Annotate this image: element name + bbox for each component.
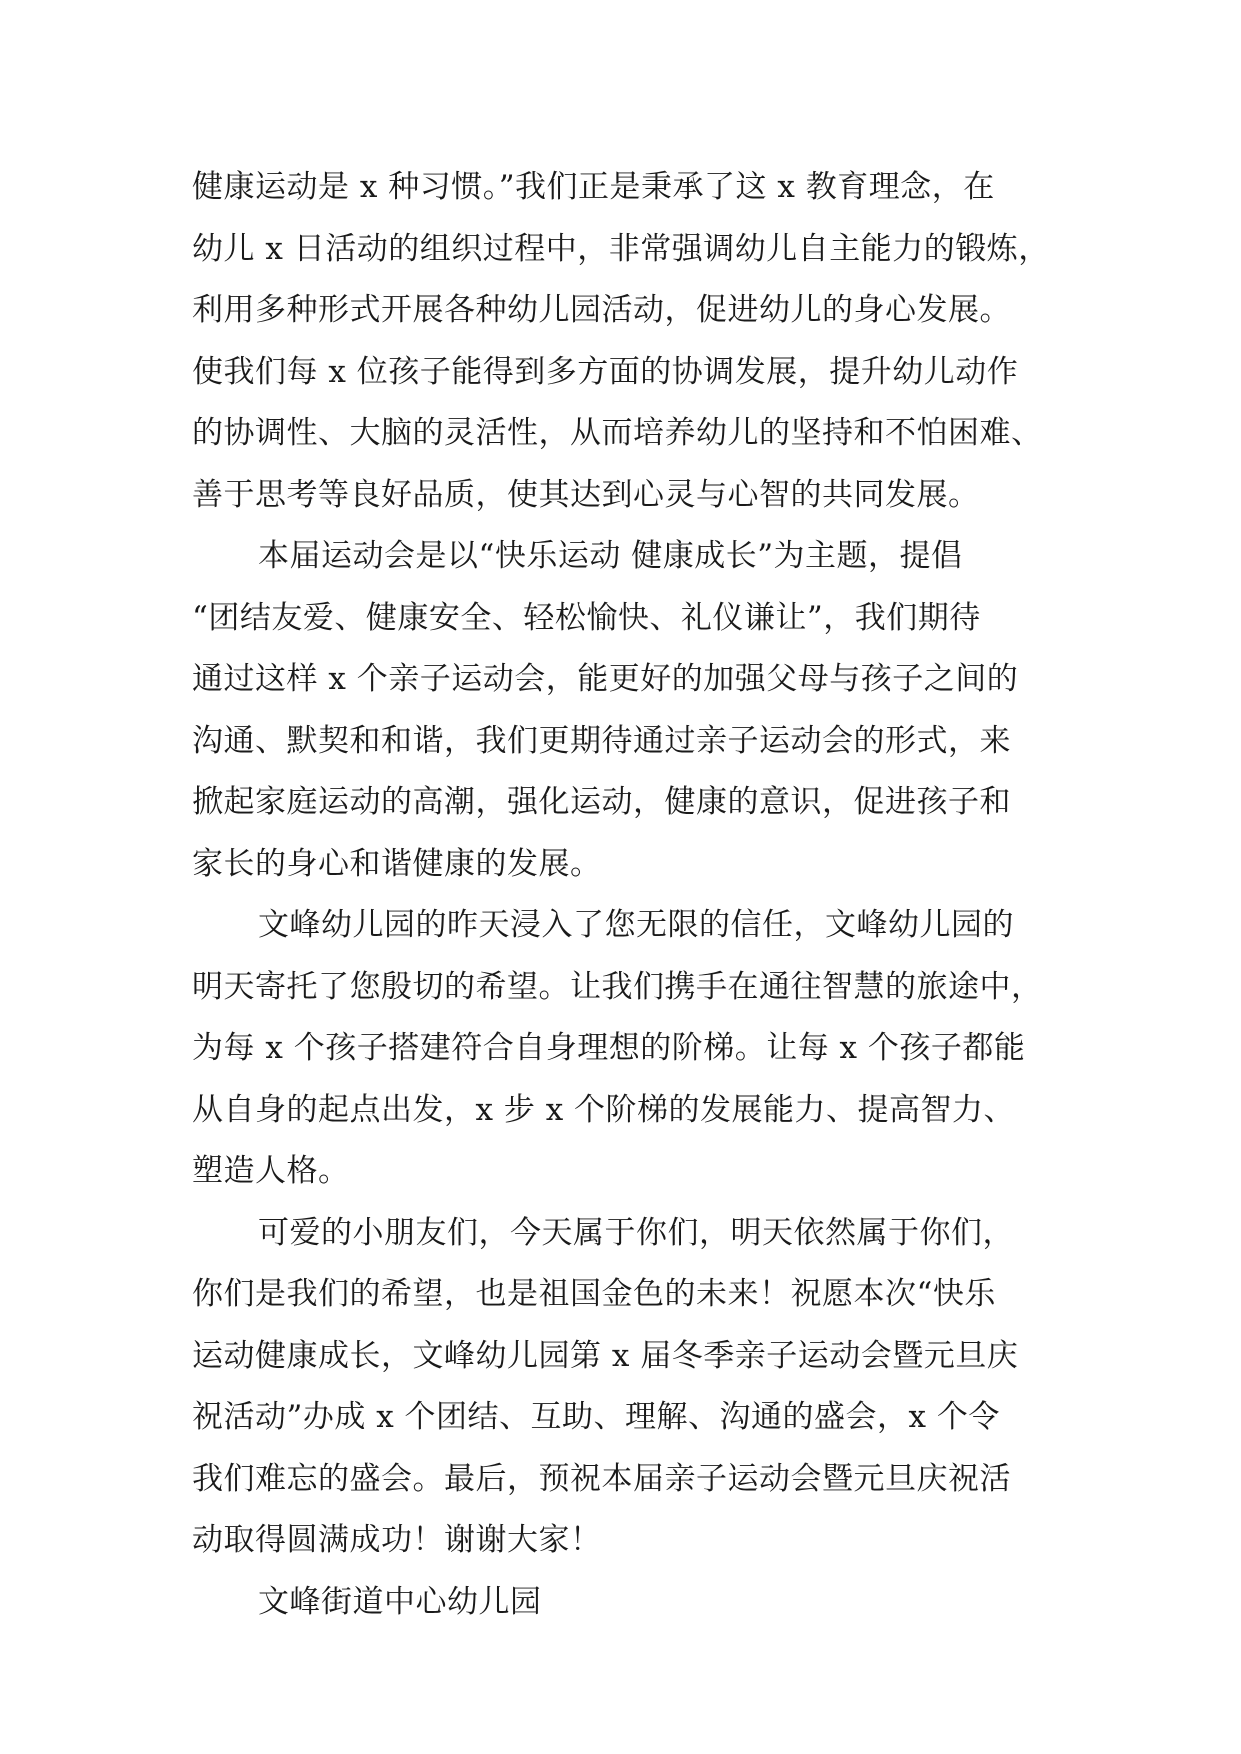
text-line: 你们是我们的希望，也是祖国金色的未来！祝愿本次“快乐 [192,1276,996,1312]
text-line: 掀起家庭运动的高潮，强化运动，健康的意识，促进孩子和 [192,784,1011,820]
paragraph [192,1203,1072,1572]
text-line: 使我们每 x 位孩子能得到多方面的协调发展，提升幼儿动作 [192,353,1019,390]
text-line: “团结友爱、健康安全、轻松愉快、礼仪谦让”，我们期待 [192,599,981,636]
text-line: 幼儿 x 日活动的组织过程中，非常强调幼儿自主能力的锻炼， [192,230,1050,267]
text-line: 善于思考等良好品质，使其达到心灵与心智的共同发展。 [192,476,980,513]
text-line: 家长的身心和谐健康的发展。 [192,845,602,882]
text-line: 沟通、默契和和谐，我们更期待通过亲子运动会的形式，来 [192,722,1011,759]
paragraph [192,157,1072,526]
document-body [192,157,1072,1633]
text-line: 从自身的起点出发，x 步 x 个阶梯的发展能力、提高智力、 [192,1091,1016,1128]
signature-paragraph [192,1572,1072,1634]
text-line: 塑造人格。 [192,1153,350,1189]
text-line: 通过这样 x 个亲子运动会，能更好的加强父母与孩子之间的 [192,661,1019,697]
text-line: 文峰幼儿园的昨天浸入了您无限的信任，文峰幼儿园的 [258,907,1014,943]
text-line: 明天寄托了您殷切的希望。让我们携手在通往智慧的旅途中， [192,968,1043,1005]
text-line: 的协调性、大脑的灵活性，从而培养幼儿的坚持和不怕困难、 [192,415,1043,451]
text-line: 利用多种形式开展各种幼儿园活动，促进幼儿的身心发展。 [192,292,1011,328]
text-line: 为每 x 个孩子搭建符合自身理想的阶梯。让每 x 个孩子都能 [192,1030,1026,1066]
text-line: 健康运动是 x 种习惯。”我们正是秉承了这 x 教育理念，在 [192,169,995,205]
text-line: 动取得圆满成功！谢谢大家！ [192,1522,602,1558]
paragraph [192,526,1072,895]
text-line: 可爱的小朋友们，今天属于你们，明天依然属于你们， [258,1214,1014,1251]
text-line: 我们难忘的盛会。最后，预祝本届亲子运动会暨元旦庆祝活 [192,1460,1011,1497]
text-line: 祝活动”办成 x 个团结、互助、理解、沟通的盛会，x 个令 [192,1399,1000,1435]
signature-line: 文峰街道中心幼儿园 [258,1583,542,1620]
text-line: 本届运动会是以“快乐运动 健康成长”为主题，提倡 [258,538,963,574]
paragraph [192,895,1072,1203]
text-line: 运动健康成长，文峰幼儿园第 x 届冬季亲子运动会暨元旦庆 [192,1337,1019,1374]
